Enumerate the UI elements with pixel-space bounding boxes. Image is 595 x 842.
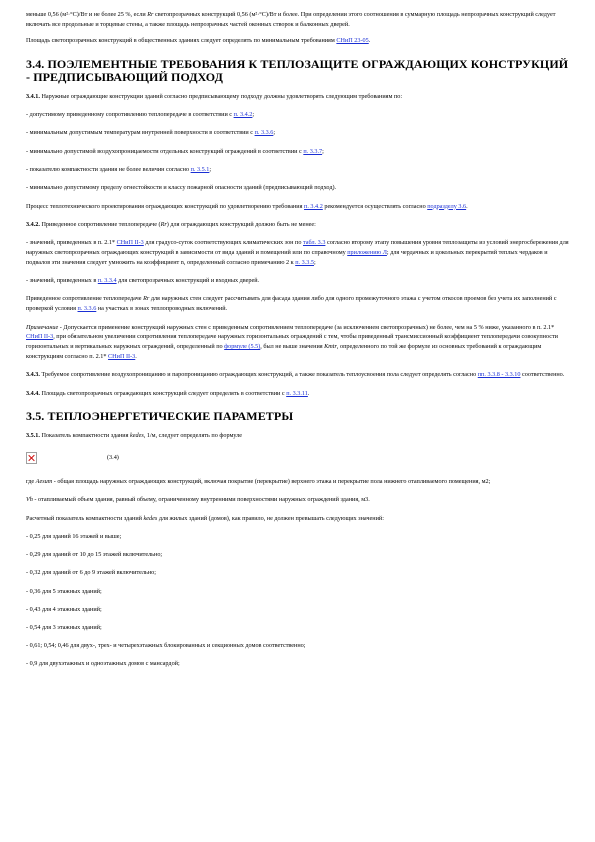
paragraph-3-4-1: 3.4.1. Наружные ограждающие конструкции зданий согласно предписывающему подходу должны удовлетворять следующим требованиям по: — [26, 92, 403, 100]
link-p-3-3-4[interactable]: п. 3.3.4 — [97, 277, 117, 285]
paragraph-ratio: меньше 0,56 (м²·°С)/Вт и не более 25 %, если Rr светопрозрачных конструкций 0,56 (м²·°С)/Вт и более. При определении этого соотношения в суммарную площадь непрозрачных конструкций следует включать все продольные и торцевые стены, а также площадь непрозрачных частей оконных створок и балконных дверей. — [26, 11, 556, 28]
heading-section-3-4: 3.4. ПОЭЛЕМЕНТНЫЕ ТРЕБОВАНИЯ К ТЕПЛОЗАЩИТЕ ОГРАЖДАЮЩИХ КОНСТРУКЦИЙ - ПРЕДПИСЫВАЮЩИЙ ПОДХОД — [26, 56, 569, 84]
list-item: - 0,29 для зданий от 10 до 15 этажей включительно; — [26, 551, 163, 559]
paragraph-vh: Vh - отапливаемый объем здания, равный объему, ограниченному внутренними поверхностями наружных ограждений здания, м3. — [26, 496, 370, 504]
link-p-3-3-6-b[interactable]: п. 3.3.6 — [77, 305, 97, 313]
link-snip-ii-3[interactable]: СНиП II-3 — [116, 239, 144, 247]
link-p-3-3-6[interactable]: п. 3.3.6 — [254, 129, 274, 137]
paragraph-aesum: где Aesum - общая площадь наружных ограждающих конструкций, включая покрытие (перекрытие) верхнего этажа и перекрытие пола нижнего отапливаемого помещения, м2; — [26, 478, 491, 486]
link-formula-5-5[interactable]: формуле (5.5) — [224, 343, 261, 351]
bullet-values-snip: - значений, приведенных в п. 2.1* СНиП II-3 для градусо-суток соответствующих климатических зон по табл. 3.3 согласно второму этапу повышения уровня теплозащиты из условий энергосбережения для наружных светопрозрачных ограждающих конструкций в зависимости от вида зданий и помещений или по справочному приложению Л; для чердачных и цокольных перекрытий теплых чердаков и подвалов эти значения следует умножить на коэффициент n, определенный согласно примечанию 2 к п. 3.3.5; — [26, 239, 569, 266]
link-p-3-4-2-b[interactable]: п. 3.4.2 — [304, 202, 323, 210]
paragraph-design-process: Процесс теплотехнического проектирования ограждающих конструкций по удовлетворению требования п. 3.4.2 рекомендуется осуществлять согласно подразделу 3.6. — [26, 202, 468, 210]
formula-number: (3.4) — [107, 454, 119, 462]
paragraph-3-4-2: 3.4.2. Приведенное сопротивление теплопередаче (Rr) для ограждающих конструкций должно быть не менее: — [26, 220, 316, 228]
link-appendix-l[interactable]: приложению Л — [347, 249, 387, 257]
paragraph-reduced-resistance: Приведенное сопротивление теплопередаче Rr для наружных стен следует рассчитывать для фасада здания либо для одного промежуточного этажа с учетом откосов проемов без учета их заполнений с проверкой условия п. 3.3.6 на участках в зонах теплопроводных включений. — [26, 295, 557, 313]
link-p-3-3-7[interactable]: п. 3.3.7 — [303, 147, 323, 155]
link-snip-ii-3-c[interactable]: СНиП II-3 — [108, 352, 136, 360]
link-pp-3-3-8-3-3-10[interactable]: пп. 3.3.8 - 3.3.10 — [477, 371, 521, 379]
note-label: Примечание — [26, 323, 59, 331]
paragraph-public-buildings: Площадь светопрозрачных конструкций в общественных зданиях следует определять по минимальным требованиям СНиП 23-05. — [26, 37, 371, 45]
bullet-values-translucent: - значений, приведенных в п. 3.3.4 для светопрозрачных конструкций и входных дверей. — [26, 277, 260, 285]
link-p-3-4-2[interactable]: п. 3.4.2 — [233, 111, 253, 119]
list-item: - 0,32 для зданий от 6 до 9 этажей включительно; — [26, 569, 156, 577]
formula-3-4 — [26, 451, 569, 465]
list-item: - 0,9 для двухэтажных и одноэтажных домов с мансардой; — [26, 660, 180, 668]
list-item: - 0,36 для 5 этажных зданий; — [26, 587, 102, 595]
list-item: - 0,61; 0,54; 0,46 для двух-, трех- и четырехэтажных блокированных и секционных домов соответственно; — [26, 642, 306, 650]
paragraph-3-4-3: 3.4.3. Требуемое сопротивление воздухопроницанию и паропроницанию ограждающих конструкций, а также показатель теплоусвоения пола следует определять согласно пп. 3.3.8 - 3.3.10 соответственно. — [26, 371, 565, 379]
list-item: - 0,54 для 3 этажных зданий; — [26, 623, 102, 631]
list-item: - 0,25 для зданий 16 этажей и выше; — [26, 533, 122, 541]
link-subsection-3-6[interactable]: подразделу 3.6 — [427, 202, 467, 210]
link-p-3-3-5[interactable]: п. 3.3.5 — [295, 258, 314, 266]
paragraph-note: Примечание - Допускается применение конструкций наружных стен с приведенным сопротивлением теплопередаче (за исключением светопрозрачных) не более, чем на 5 % ниже, указанного в п. 2.1* СНиП II-3, при обязательном увеличении сопротивления теплопередаче наружных горизонтальных ограждений с тем, чтобы приведенный трансмиссионный коэффициент теплопередачи совокупности горизонтальных и вертикальных наружных ограждений, определенный по формуле (5.5), был не выше значения Kmtr, определенного по той же формуле из основных требований к ограждающим конструкциям согласно п. 2.1* СНиП II-3. — [26, 323, 558, 360]
link-p-3-5-1[interactable]: п. 3.5.1 — [190, 166, 210, 174]
compactness-list — [26, 532, 569, 669]
paragraph-3-4-4: 3.4.4. Площадь светопрозрачных ограждающих конструкций следует определять в соответствии с п. 3.3.11. — [26, 389, 310, 397]
link-p-3-3-11[interactable]: п. 3.3.11 — [286, 389, 308, 397]
link-table-3-3[interactable]: табл. 3.3 — [302, 239, 326, 247]
heading-section-3-5: 3.5. ТЕПЛОЭНЕРГЕТИЧЕСКИЕ ПАРАМЕТРЫ — [26, 409, 294, 424]
var-rr: Rr — [147, 11, 154, 18]
list-item: - 0,43 для 4 этажных зданий; — [26, 605, 102, 613]
link-snip-23-05[interactable]: СНиП 23-05 — [336, 37, 369, 45]
broken-image-icon — [26, 452, 37, 464]
link-snip-ii-3-b[interactable]: СНиП II-3 — [26, 333, 54, 341]
bullet-resistance: - допустимому приведенному сопротивлению теплопередаче в соответствии с п. 3.4.2; — [26, 111, 255, 119]
bullet-compactness: - показателю компактности здания не более величин согласно п. 3.5.1; — [26, 166, 212, 174]
bullet-fire-resistance: - минимально допустимому пределу огнестойкости и классу пожарной опасности зданий (предписывающий подход). — [26, 184, 337, 192]
bullet-temperature: - минимальным допустимым температурам внутренней поверхности в соответствии с п. 3.3.6; — [26, 129, 276, 137]
paragraph-3-5-1: 3.5.1. Показатель компактности здания kedes, 1/м, следует определять по формуле — [26, 432, 243, 440]
bullet-air-permeability: - минимально допустимой воздухопроницаемости отдельных конструкций ограждений в соответствии с п. 3.3.7; — [26, 147, 324, 155]
paragraph-calc-compactness: Расчетный показатель компактности зданий kedes для жилых зданий (домов), как правило, не должен превышать следующих значений: — [26, 514, 384, 522]
